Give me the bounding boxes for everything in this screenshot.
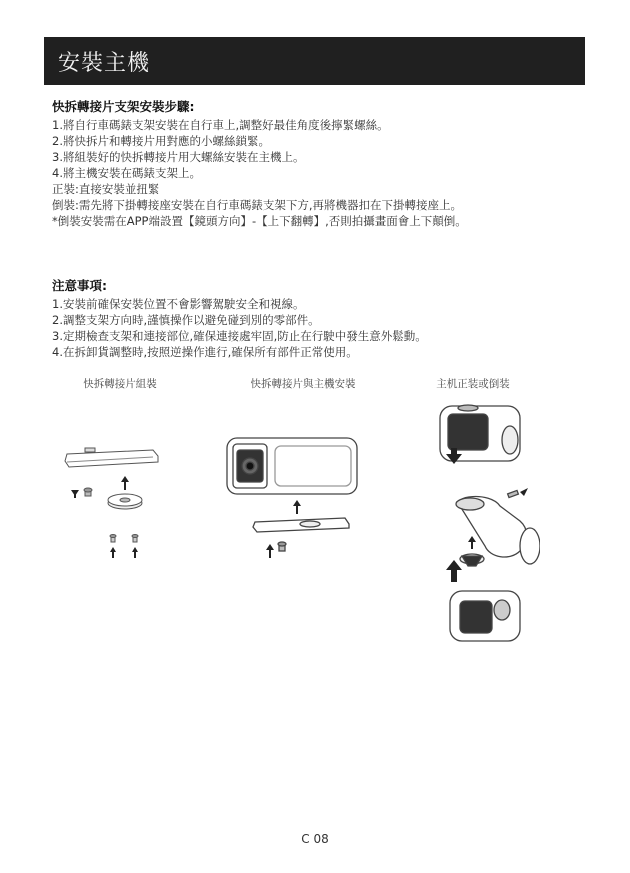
install-step-line: *倒裝安裝需在APP端設置【鏡頭方向】-【上下翻轉】,否則拍攝畫面會上下顛倒。 bbox=[52, 214, 467, 228]
header-bar bbox=[44, 37, 585, 85]
install-steps-section bbox=[52, 97, 572, 229]
page-number: C 08 bbox=[301, 832, 329, 846]
install-step-line: 4.將主機安裝在碼錶支架上。 bbox=[52, 166, 201, 180]
notes-heading: 注意事項: bbox=[52, 278, 107, 293]
install-step-line: 1.將自行車碼錶支架安裝在自行車上,調整好最佳角度後擰緊螺絲。 bbox=[52, 118, 389, 132]
install-step-line: 2.將快拆片和轉接片用對應的小螺絲鎖緊。 bbox=[52, 134, 270, 148]
arrow-up-icon bbox=[71, 490, 79, 498]
adapter-camera-illustration bbox=[215, 418, 375, 568]
page-title: 安裝主機 bbox=[58, 51, 151, 76]
install-steps-heading: 快拆轉接片支架安裝步驟: bbox=[52, 99, 195, 114]
note-line: 3.定期檢查支架和連接部位,確保連接處牢固,防止在行駛中發生意外鬆動。 bbox=[52, 329, 427, 343]
figure-caption-adapter-camera: 快拆轉接片與主機安裝 bbox=[250, 378, 356, 390]
notes-section bbox=[52, 276, 572, 360]
install-step-line: 3.將組裝好的快拆轉接片用大螺絲安裝在主機上。 bbox=[52, 150, 305, 164]
install-step-line: 倒裝:需先將下掛轉接座安裝在自行車碼錶支架下方,再將機器扣在下掛轉接座上。 bbox=[52, 198, 463, 212]
mount-screw bbox=[508, 490, 519, 497]
install-step-line: 正裝:直接安裝並扭緊 bbox=[52, 182, 160, 196]
figure-caption-mounting: 主机正装或倒装 bbox=[436, 378, 510, 390]
mounting-illustration bbox=[420, 396, 540, 646]
figure-caption-adapter-assembly: 快拆轉接片組裝 bbox=[83, 378, 157, 390]
adapter-assembly-illustration bbox=[55, 440, 175, 560]
note-line: 1.安裝前確保安裝位置不會影響駕駛安全和視線。 bbox=[52, 297, 305, 311]
note-line: 4.在拆卸貨調整時,按照逆操作進行,確保所有部件正常使用。 bbox=[52, 345, 358, 359]
quick-release-plate bbox=[65, 450, 158, 467]
note-line: 2.調整支架方向時,謹慎操作以避免碰到別的零部件。 bbox=[52, 313, 320, 327]
